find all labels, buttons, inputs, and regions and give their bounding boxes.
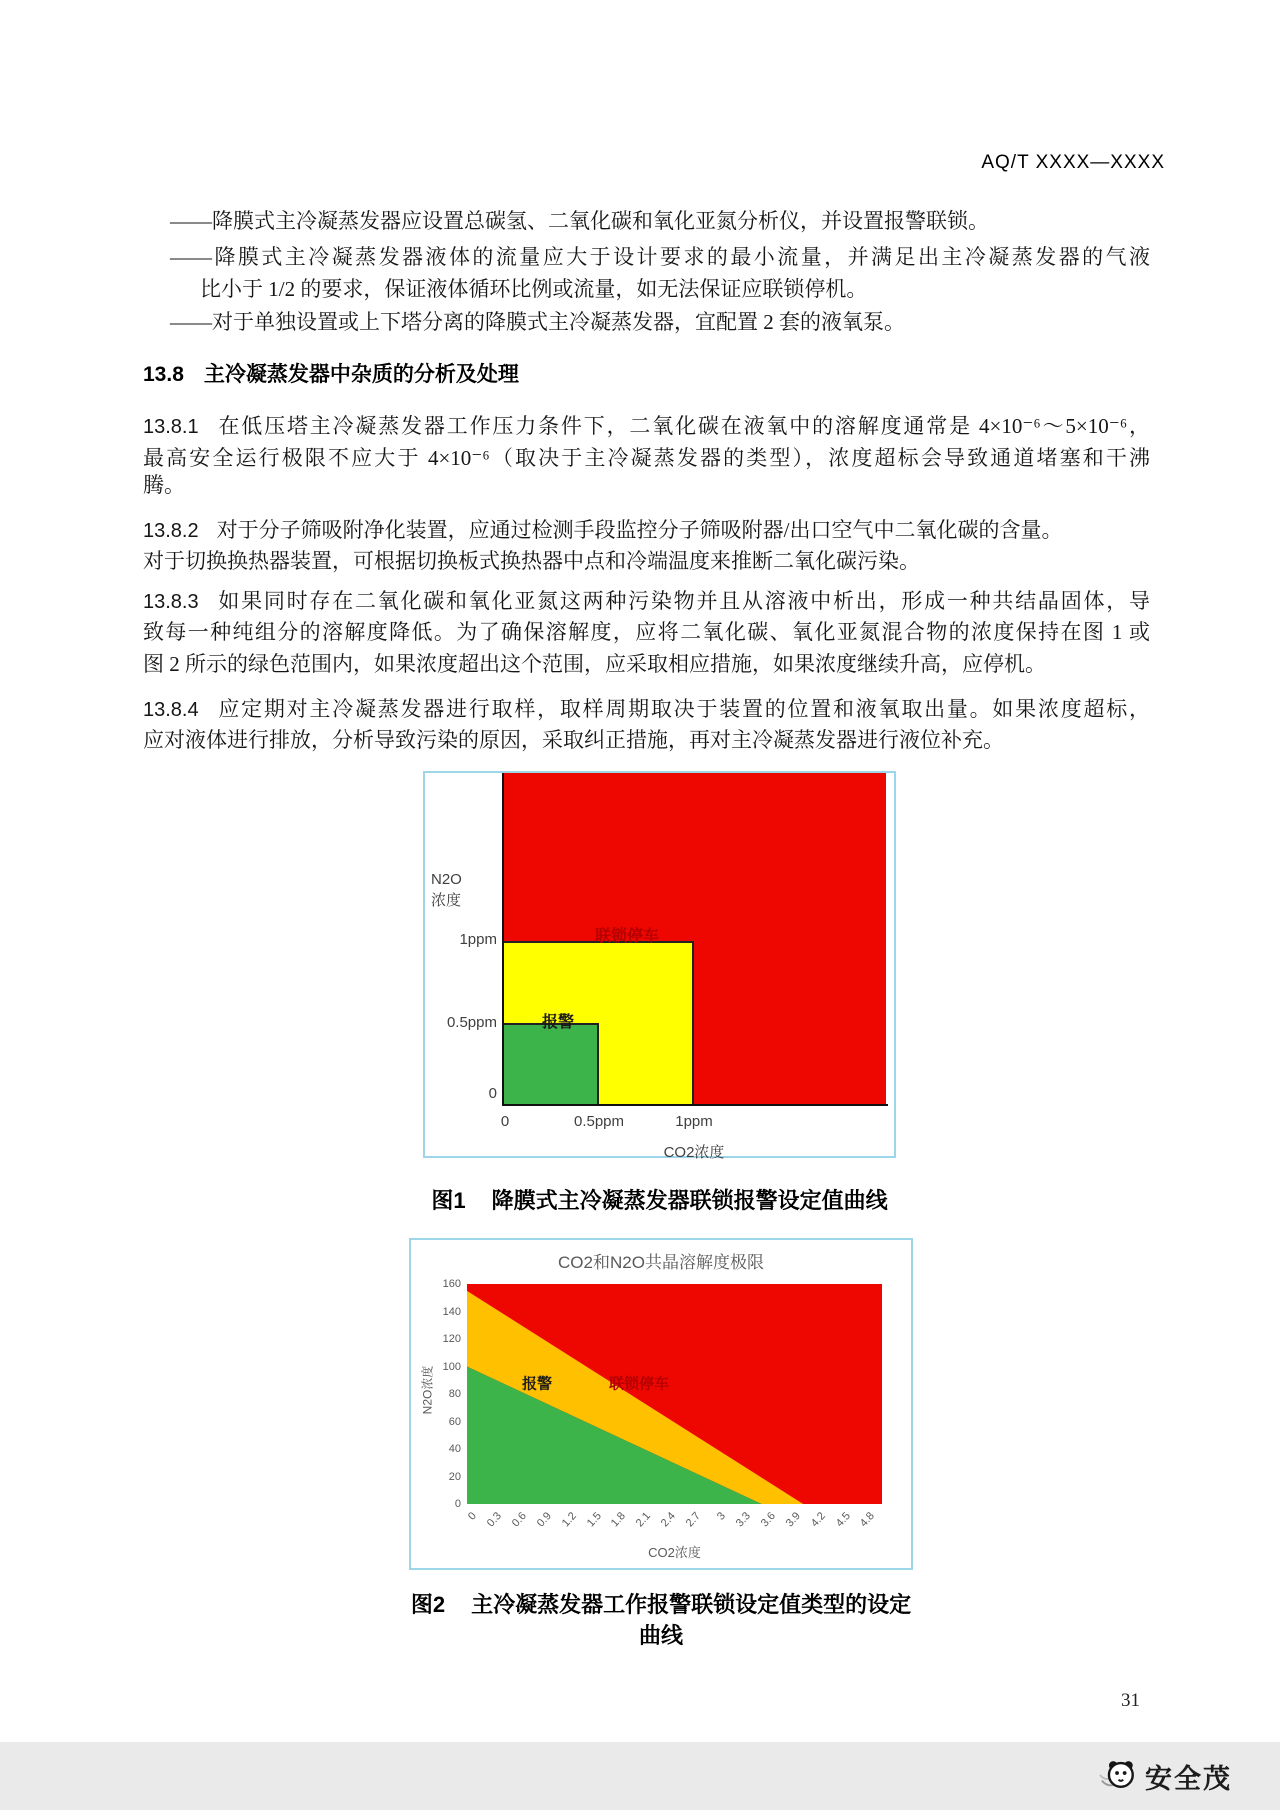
clause-2-line-2: 对于切换换热器装置，可根据切换板式换热器中点和冷端温度来推断二氧化碳污染。 [143, 549, 920, 573]
figure2-y-tick-20: 20 [448, 1470, 461, 1483]
figure1-alarm-label: 报警 [541, 1014, 575, 1031]
clause-1-text-1: 在低压塔主冷凝蒸发器工作压力条件下，二氧化碳在液氧中的溶解度通常是 4×10⁻⁶～5×10⁻⁶， [216, 414, 1150, 438]
figure1-x-tick-1ppm: 1ppm [675, 1113, 713, 1130]
figure2-x-tick-3: 3 [714, 1510, 728, 1523]
figure2-x-tick-1.2: 1.2 [559, 1510, 579, 1530]
clause-4-number: 13.8.4 [143, 699, 199, 721]
clause-1-line-2: 最高安全运行极限不应大于 4×10⁻⁶（取决于主冷凝蒸发器的类型），浓度超标会导致通道堵塞和干沸 [143, 446, 1150, 470]
figure1-y-axis-label-line1: N2O [431, 871, 462, 888]
clause-4-text-1: 应定期对主冷凝蒸发器进行取样，取样周期取决于装置的位置和液氧取出量。如果浓度超标， [216, 697, 1150, 721]
clause-3-number: 13.8.3 [143, 591, 199, 613]
figure2-x-tick-1.5: 1.5 [584, 1510, 604, 1530]
figure2-x-tick-3.6: 3.6 [758, 1510, 778, 1530]
figure1-y-axis-label-line2: 浓度 [431, 892, 462, 909]
figure2-x-tick-4.2: 4.2 [808, 1510, 828, 1530]
figure2-x-tick-3.3: 3.3 [733, 1510, 753, 1530]
figure2-x-tick-2.4: 2.4 [658, 1510, 679, 1530]
mascot-logo-icon [1099, 1755, 1137, 1798]
figure1-y-tick-05ppm: 0.5ppm [446, 1014, 497, 1031]
dash-item-2-line1: ——降膜式主冷凝蒸发器液体的流量应大于设计要求的最小流量，并满足出主冷凝蒸发器的气液 [170, 245, 1150, 269]
figure1-chart [423, 771, 896, 1161]
figure2-y-tick-80: 80 [448, 1388, 461, 1400]
section-title: 主冷凝蒸发器中杂质的分析及处理 [203, 363, 519, 386]
figure2-x-tick-3.9: 3.9 [783, 1510, 803, 1530]
figure2-caption-text: 主冷凝蒸发器工作报警联锁设定值类型的设定曲线 [471, 1592, 912, 1648]
figure2-y-tick-140: 140 [442, 1305, 461, 1318]
footer-watermark-band [0, 1742, 1280, 1810]
figure2-chart [409, 1238, 913, 1570]
figure1-y-tick-1ppm: 1ppm [459, 931, 497, 948]
figure1-y-axis-label [431, 869, 462, 911]
figure1-caption-label: 图1 [431, 1188, 466, 1213]
figure2-y-tick-120: 120 [442, 1333, 461, 1345]
section-heading [143, 358, 519, 388]
clause-3-line-3: 图 2 所示的绿色范围内，如果浓度超出这个范围，应采取相应措施，如果浓度继续升高，应停机。 [143, 652, 1046, 676]
figure2-title: CO2和N2O共晶溶解度极限 [558, 1253, 764, 1272]
clause-2-number: 13.8.2 [143, 520, 199, 542]
dash-item-1: ——降膜式主冷凝蒸发器应设置总碳氢、二氧化碳和氧化亚氮分析仪，并设置报警联锁。 [170, 209, 989, 233]
figure1-x-tick-0: 0 [500, 1113, 510, 1130]
clause-2-line-1 [143, 515, 1062, 546]
clause-3-line-2: 致每一种纯组分的溶解度降低。为了确保溶解度，应将二氧化碳、氧化亚氮混合物的浓度保持在图 1 或 [143, 620, 1150, 644]
clause-3-text-1: 如果同时存在二氧化碳和氧化亚氮这两种污染物并且从溶液中析出，形成一种共结晶固体，导 [216, 589, 1150, 613]
figure2-x-tick-0: 0 [465, 1510, 479, 1523]
standard-number-header: AQ/T XXXX—XXXX [981, 152, 1165, 173]
figure2-y-axis-label: N2O浓度 [420, 1365, 435, 1415]
figure2-x-tick-0.6: 0.6 [509, 1510, 529, 1530]
figure2-caption-label: 图2 [410, 1592, 446, 1617]
figure2-x-tick-1.8: 1.8 [609, 1510, 629, 1530]
figure2-x-tick-2.7: 2.7 [683, 1510, 704, 1530]
figure2-x-axis-label: CO2浓度 [648, 1545, 701, 1560]
clause-2-text-1: 对于分子筛吸附净化装置，应通过检测手段监控分子筛吸附器/出口空气中二氧化碳的含量。 [216, 518, 1063, 542]
clause-4-line-1 [143, 694, 1150, 725]
figure2-y-tick-40: 40 [448, 1443, 461, 1455]
figure1-interlock-label: 联锁停车 [594, 928, 660, 945]
clause-4-line-2: 应对液体进行排放，分析导致污染的原因，采取纠正措施，再对主冷凝蒸发器进行液位补充。 [143, 728, 1004, 752]
figure2-alarm-label: 报警 [521, 1375, 553, 1393]
figure2-x-tick-4.8: 4.8 [858, 1510, 878, 1530]
figure2-x-tick-2.1: 2.1 [634, 1510, 654, 1530]
clause-1-line-3: 腾。 [143, 473, 185, 497]
dash-item-3: ——对于单独设置或上下塔分离的降膜式主冷凝蒸发器，宜配置 2 套的液氧泵。 [170, 310, 905, 334]
figure1-x-axis-line [502, 1104, 888, 1106]
figure1-x-axis-label: CO2浓度 [663, 1144, 725, 1161]
figure2-interlock-label: 联锁停车 [608, 1375, 670, 1393]
figure1-y-tick-0: 0 [488, 1085, 497, 1102]
figure2-x-tick-0.9: 0.9 [534, 1510, 554, 1530]
figure2-y-tick-0: 0 [454, 1498, 461, 1510]
figure2-plot-area [467, 1284, 882, 1504]
clause-3-line-1 [143, 586, 1150, 617]
figure2-y-tick-160: 160 [442, 1278, 461, 1290]
page-number: 31 [1121, 1690, 1140, 1711]
figure1-y-axis-line [502, 773, 504, 1106]
figure1-x-tick-05ppm: 0.5ppm [573, 1113, 625, 1130]
figure2-y-tick-60: 60 [448, 1415, 461, 1428]
figure1-caption-text: 降膜式主冷凝蒸发器联锁报警设定值曲线 [491, 1188, 888, 1213]
footer-brand-text: 安全茂 [1145, 1763, 1232, 1794]
dash-item-2-line2: 比小于 1/2 的要求，保证液体循环比例或流量，如无法保证应联锁停机。 [200, 277, 868, 301]
section-number: 13.8 [143, 363, 184, 386]
clause-1-line-1 [143, 411, 1150, 442]
figure1-caption [423, 1184, 896, 1215]
figure2-caption [409, 1588, 913, 1650]
clause-1-number: 13.8.1 [143, 416, 199, 438]
figure1-region-normal [504, 1023, 599, 1104]
figure2-x-tick-4.5: 4.5 [833, 1510, 853, 1530]
figure2-x-tick-0.3: 0.3 [484, 1510, 504, 1530]
figure2-y-tick-100: 100 [442, 1360, 461, 1373]
